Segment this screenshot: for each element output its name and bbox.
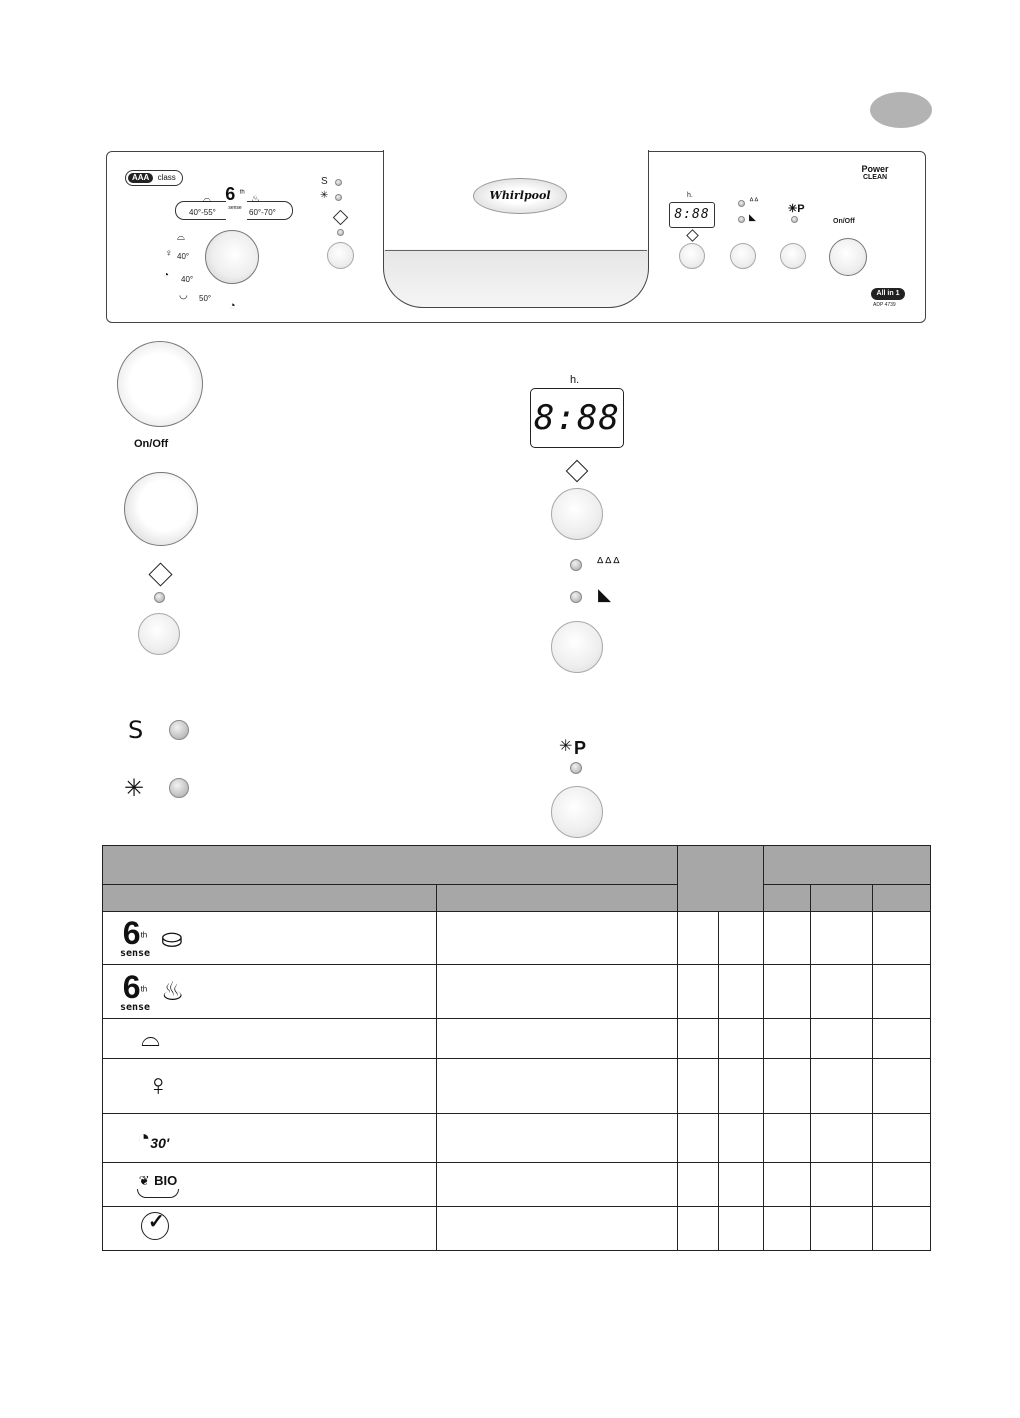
energy-class-suffix: class [157, 173, 176, 182]
table-subheader-program [103, 885, 437, 912]
upper-basket-icon-detail: ᐞᐞᐞ [596, 555, 621, 572]
glass-icon-row: ♀ [147, 1069, 170, 1102]
table-header-main [103, 846, 678, 885]
sixth-sense-suffix: th [239, 189, 245, 196]
lower-basket-led [738, 216, 745, 223]
rinse-aid-icon: ✳ [320, 190, 329, 201]
sixth-sense-word-row1: sense [119, 948, 151, 959]
program-icon-cell [103, 1019, 437, 1059]
salt-led-detail [169, 720, 189, 740]
model-number: ADP 4739 [873, 302, 896, 308]
table-subheader-description [437, 885, 678, 912]
power-clean-p: P [574, 738, 587, 758]
bowl-icon [137, 1189, 179, 1198]
table-header-group-1 [678, 846, 764, 912]
table-row [103, 1114, 931, 1163]
delay-icon [566, 460, 589, 483]
stopwatch-icon: ◔ [137, 1125, 151, 1150]
control-panel [106, 151, 926, 323]
time-display [530, 388, 624, 448]
dish-icon: ⌓ [203, 194, 211, 205]
program-icon-cell [103, 912, 437, 965]
table-row [103, 965, 931, 1019]
program-knob-detail[interactable] [124, 472, 198, 546]
time-display-value: 8:88 [534, 398, 620, 438]
start-button-detail[interactable] [138, 613, 180, 655]
onoff-knob-small[interactable] [829, 238, 867, 276]
upper-basket-led [738, 200, 745, 207]
start-icon [333, 210, 349, 226]
delay-icon-small [686, 229, 699, 242]
power-clean-icon: ✳ [559, 738, 573, 755]
power-clean-button[interactable] [551, 786, 603, 838]
temp-bio-label: 50° [199, 294, 212, 303]
program-knob[interactable] [205, 230, 259, 284]
half-load-button[interactable] [551, 621, 603, 673]
delay-button-small[interactable] [679, 243, 705, 269]
pot-icon: ♨ [251, 194, 260, 205]
quick-30-label: 30' [150, 1135, 170, 1151]
sixth-sense-logo [223, 186, 247, 214]
power-clean-led [570, 762, 582, 774]
brand-logo [473, 178, 567, 214]
temp-left-label: 40°-55° [189, 208, 216, 217]
bio-label: BIO [154, 1172, 178, 1188]
delay-button[interactable] [551, 488, 603, 540]
rinse-aid-led [335, 194, 342, 201]
table-subheader-col-6 [811, 885, 873, 912]
sixth-sense-number: 6 [225, 184, 236, 204]
table-header-group-2 [764, 846, 931, 885]
onoff-label: On/Off [134, 438, 169, 450]
lower-basket-led-detail [570, 591, 582, 603]
sixth-sense-number-row1: 6 [122, 915, 141, 951]
temp-glass-label: 40° [177, 252, 190, 261]
table-row [103, 912, 931, 965]
sixth-sense-logo-row2 [115, 968, 155, 1013]
cup-plate-icon: ♨ [161, 976, 185, 1006]
program-icon-cell [103, 1114, 437, 1163]
power-clean-led-small [791, 216, 798, 223]
check-icon: ✓ [148, 1211, 165, 1233]
energy-class-value: AAA [128, 173, 153, 183]
temp-quick-label: 40° [181, 275, 194, 284]
energy-class-badge [125, 170, 183, 186]
program-table [102, 845, 931, 1251]
rinse-aid-icon-detail: ✳ [124, 775, 145, 802]
all-in-one-badge [871, 288, 905, 300]
table-subheader-col-5 [764, 885, 811, 912]
lower-basket-icon: ◣ [749, 212, 756, 222]
power-clean-button-small[interactable] [780, 243, 806, 269]
program-icon-cell [103, 965, 437, 1019]
onoff-label-small: On/Off [833, 218, 855, 225]
sixth-sense-word: sense [228, 205, 242, 211]
sixth-sense-suffix-row1: th [140, 930, 148, 940]
upper-basket-led-detail [570, 559, 582, 571]
display-label-small: h. [687, 192, 693, 199]
upper-basket-icon: ᐞᐞ [749, 196, 759, 206]
bio-program-icon [137, 1173, 179, 1198]
glass-icon: ♀ [165, 248, 173, 259]
pot-plates-icon: ⛀ [161, 922, 183, 953]
rinse-aid-led-detail [169, 778, 189, 798]
bio-icon: ◡ [179, 290, 188, 301]
rinse-icon-row: ⌓ [141, 1024, 160, 1052]
table-subheader-col-7 [873, 885, 931, 912]
temp-right-label: 60°-70° [249, 208, 276, 217]
program-icon-cell [103, 1163, 437, 1207]
quick-30-icon [137, 1125, 169, 1151]
power-clean-icon-small: ✳P [788, 203, 805, 215]
rinse-icon: ⌓ [177, 232, 185, 243]
soak-program-icon [141, 1212, 169, 1240]
door-handle[interactable] [383, 150, 649, 308]
table-row [103, 1207, 931, 1251]
language-badge [870, 92, 932, 128]
display-label: h. [570, 374, 580, 386]
sixth-sense-number-row2: 6 [122, 968, 141, 1005]
sixth-sense-logo-row1 [115, 917, 155, 959]
power-clean-logo-line1: Power [861, 164, 889, 174]
leaf-icon: ❦ [138, 1172, 150, 1188]
time-display-small [669, 202, 715, 228]
table-row [103, 1059, 931, 1114]
program-icon-cell [103, 1207, 437, 1251]
power-clean-logo-line2: CLEAN [862, 174, 888, 181]
quick-icon: ◔ [163, 270, 170, 281]
onoff-knob[interactable] [117, 341, 203, 427]
time-display-small-value: 8:88 [674, 207, 710, 222]
power-clean-logo [847, 164, 903, 186]
half-load-button-small[interactable] [730, 243, 756, 269]
brand-logo-text: Whirlpool [489, 189, 551, 202]
sixth-sense-word-row2: sense [119, 1001, 151, 1013]
salt-led [335, 179, 342, 186]
program-icon-cell [103, 1059, 437, 1114]
start-led-detail [154, 592, 165, 603]
lower-basket-icon-detail: ◣ [598, 585, 612, 604]
soak-icon: ◔ [229, 300, 236, 312]
start-button[interactable] [327, 242, 354, 269]
salt-icon-detail: S [128, 716, 144, 744]
table-row [103, 1163, 931, 1207]
table-row [103, 1019, 931, 1059]
handle-lip [385, 250, 647, 251]
salt-indicator-letter: S [321, 176, 328, 187]
all-in-one-text: All in 1 [876, 290, 900, 297]
start-led [337, 229, 344, 236]
start-icon-detail [148, 562, 172, 586]
sixth-sense-suffix-row2: th [140, 984, 148, 994]
